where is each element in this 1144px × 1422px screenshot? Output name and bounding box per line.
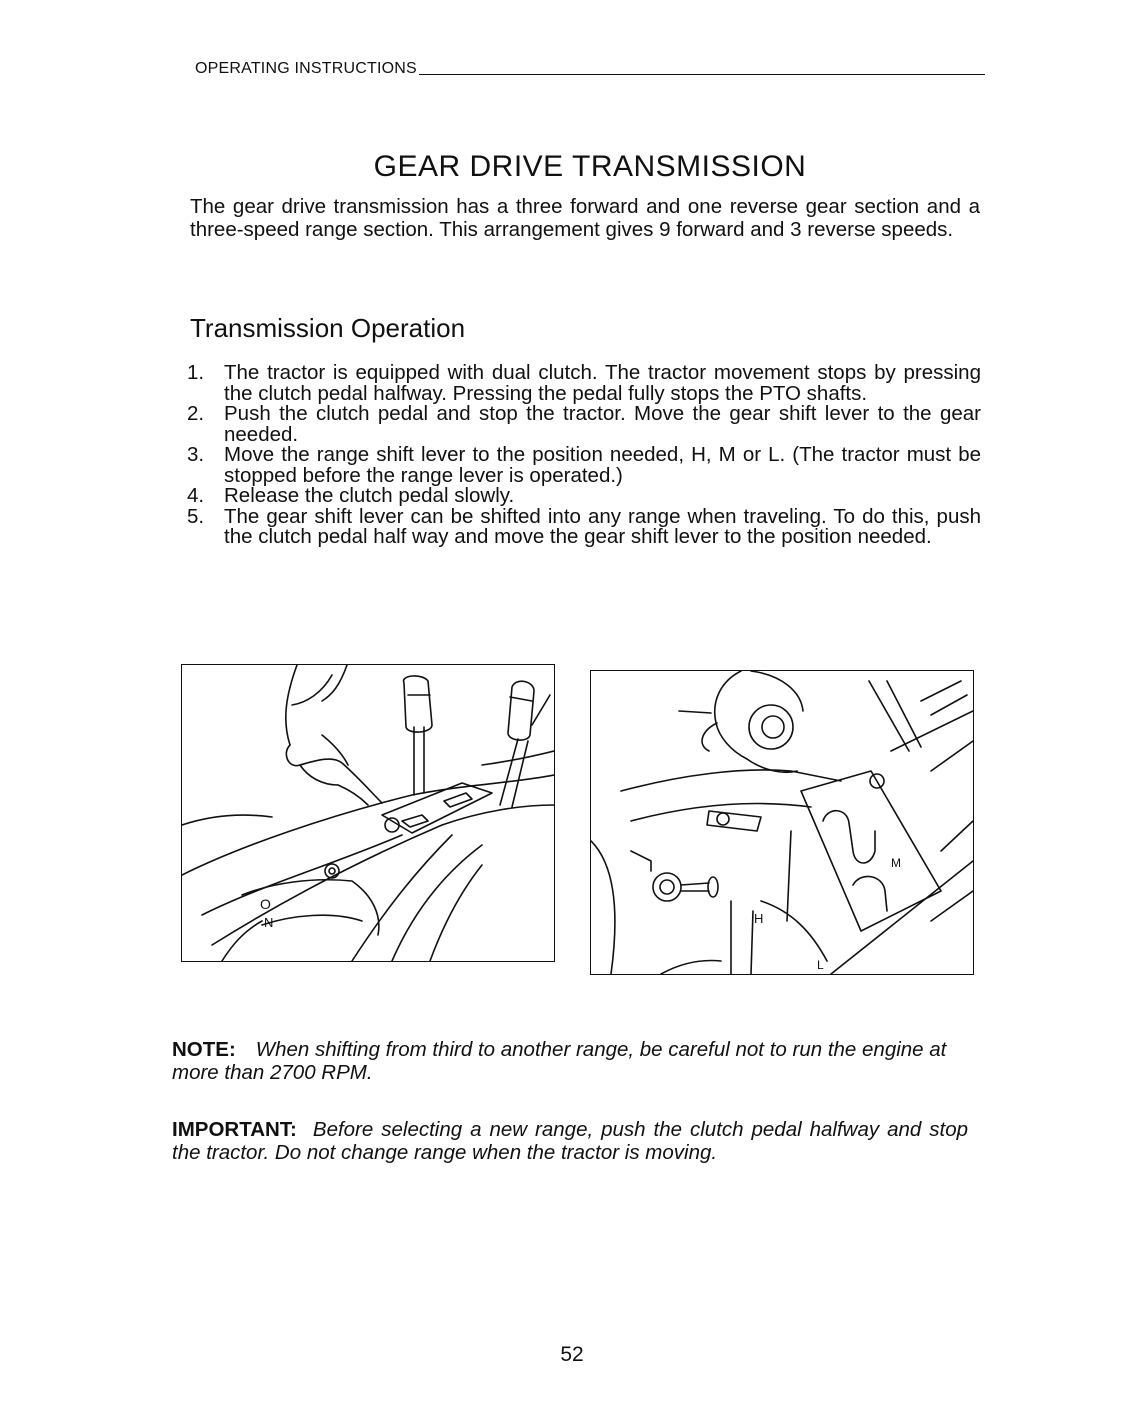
svg-text:H: H — [754, 911, 764, 926]
svg-text:O: O — [260, 896, 271, 912]
step-text: The tractor is equipped with dual clutch. The tractor movement stops by pressing the clutch pedal halfway. Pressing the pedal fully stops the PTO shafts. — [224, 361, 981, 405]
svg-text:L: L — [817, 958, 824, 972]
step-number: 2. — [187, 402, 205, 425]
step-number: 5. — [187, 504, 205, 528]
step-item — [187, 404, 981, 445]
important-paragraph — [172, 1118, 968, 1164]
important-label: IMPORTANT: — [172, 1118, 297, 1141]
note-paragraph — [172, 1038, 968, 1084]
gear-shift-lever-illustration — [181, 664, 555, 962]
step-text: Push the clutch pedal and stop the tractor. Move the gear shift lever to the gear needed. — [224, 402, 981, 446]
step-item — [187, 504, 981, 548]
step-item — [187, 363, 981, 404]
range-shift-lever-illustration — [590, 670, 974, 975]
step-text: Release the clutch pedal slowly. — [224, 484, 515, 507]
step-text: Move the range shift lever to the position needed, H, M or L. (The tractor must be stopped before the range lever is operated.) — [224, 443, 981, 487]
steps-list — [187, 363, 981, 548]
svg-text:M: M — [891, 856, 901, 870]
header-rule — [419, 74, 985, 75]
important-text: Before selecting a new range, push the clutch pedal halfway and stop the tractor. Do not change range when the tractor is moving. — [172, 1118, 968, 1164]
step-number: 4. — [187, 484, 205, 507]
step-number: 3. — [187, 443, 205, 466]
step-item — [187, 445, 981, 486]
svg-text:N: N — [264, 915, 274, 930]
page-number: 52 — [560, 1343, 584, 1366]
step-number: 1. — [187, 361, 205, 384]
step-item — [187, 486, 981, 507]
page-title: GEAR DRIVE TRANSMISSION — [373, 150, 807, 183]
section-heading: Transmission Operation — [190, 313, 466, 343]
intro-paragraph: The gear drive transmission has a three forward and one reverse gear section and a three-speed range section. This arrangement gives 9 forward and 3 reverse speeds. — [190, 195, 980, 241]
running-header — [195, 60, 985, 78]
note-text: When shifting from third to another range, be careful not to run the engine at more than 2700 RPM. — [172, 1038, 947, 1084]
running-header-title: OPERATING INSTRUCTIONS — [195, 60, 417, 77]
step-text: The gear shift lever can be shifted into any range when traveling. To do this, push the clutch pedal half way and move the gear shift lever to the position needed. — [224, 504, 981, 548]
note-label: NOTE: — [172, 1038, 236, 1061]
